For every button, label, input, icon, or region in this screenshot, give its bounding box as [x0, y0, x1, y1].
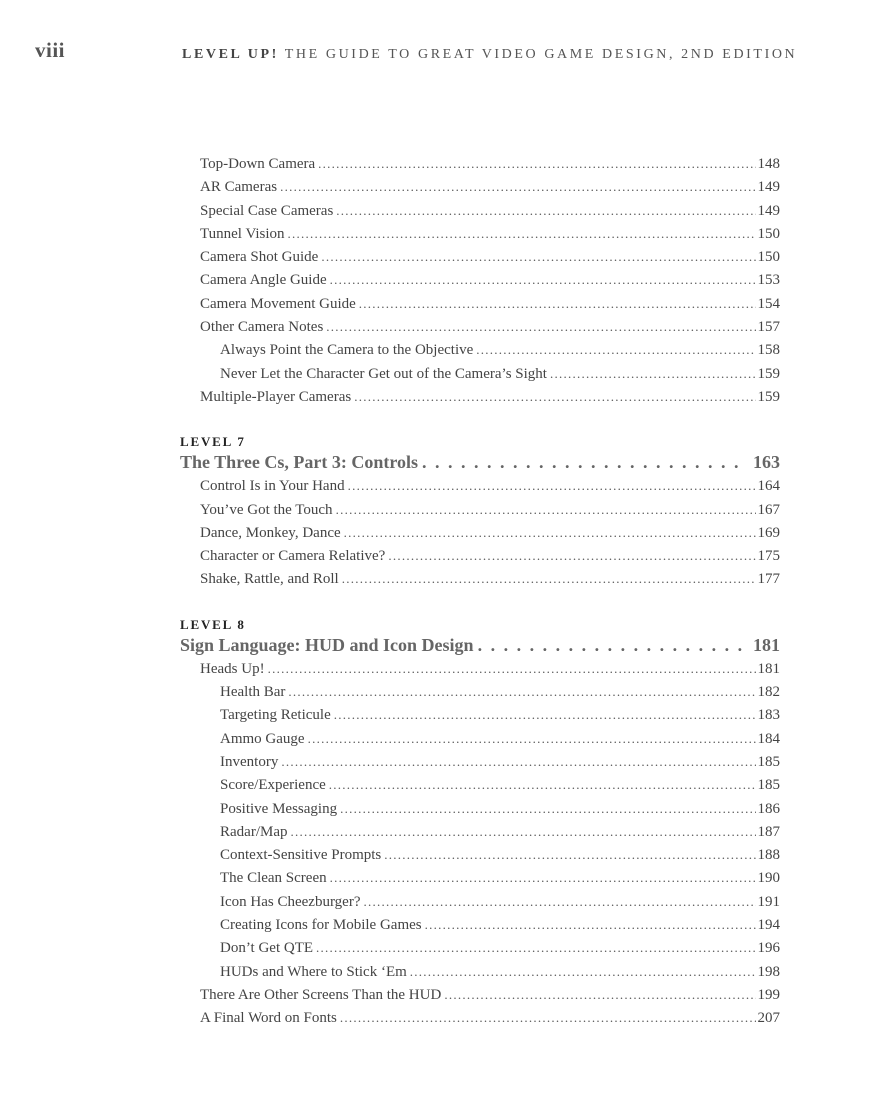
dot-leader — [288, 684, 755, 700]
toc-entry-page: 183 — [757, 707, 780, 724]
toc-entry-title: Positive Messaging — [220, 800, 338, 817]
dot-leader — [422, 452, 743, 473]
toc-entry-title: Don’t Get QTE — [220, 940, 314, 957]
toc-entry[interactable] — [180, 684, 780, 707]
toc-entry-title: There Are Other Screens Than the HUD — [200, 986, 442, 1003]
dot-leader — [340, 1010, 756, 1026]
toc-entry-page: 150 — [757, 225, 780, 242]
toc-entry-page: 149 — [757, 202, 780, 219]
toc-entry[interactable] — [180, 249, 780, 272]
level-section — [180, 432, 780, 594]
toc-entry-title: You’ve Got the Touch — [200, 501, 333, 518]
toc-entry[interactable] — [180, 1010, 780, 1033]
toc-entry[interactable] — [180, 203, 780, 226]
toc-entry-title: Inventory — [220, 753, 279, 770]
dot-leader — [344, 525, 756, 541]
toc-entry-page: 167 — [757, 501, 780, 518]
dot-leader — [550, 366, 756, 382]
toc-entry[interactable] — [180, 964, 780, 987]
toc-entry[interactable] — [180, 319, 780, 342]
toc-entry[interactable] — [180, 548, 780, 571]
toc-entry-page: 186 — [757, 800, 780, 817]
toc-entry-title: Targeting Reticule — [220, 707, 331, 724]
toc-entry-page: 154 — [757, 295, 780, 312]
chapter-title: The Three Cs, Part 3: Controls — [180, 452, 418, 473]
toc-entry[interactable] — [180, 824, 780, 847]
toc-entry-page: 153 — [757, 272, 780, 289]
running-head — [182, 47, 797, 63]
toc-entry-title: Camera Movement Guide — [200, 295, 356, 312]
dot-leader — [268, 661, 756, 677]
dot-leader — [281, 754, 755, 770]
dot-leader — [478, 635, 743, 656]
dot-leader — [318, 156, 755, 172]
dot-leader — [329, 777, 756, 793]
level-label: LEVEL 8 — [180, 616, 246, 632]
dot-leader — [330, 870, 756, 886]
toc-entry-page: 194 — [757, 917, 780, 934]
toc-entry[interactable] — [180, 731, 780, 754]
toc-continued-entries — [180, 156, 780, 412]
dot-leader — [342, 571, 756, 587]
running-head-subtitle: THE GUIDE TO GREAT VIDEO GAME DESIGN, 2ND EDITION — [278, 47, 798, 62]
toc-entry-page: 159 — [757, 365, 780, 382]
dot-leader — [326, 319, 755, 335]
dot-leader — [359, 296, 756, 312]
toc-entry-page: 191 — [757, 893, 780, 910]
toc-entry-title: Always Point the Camera to the Objective — [220, 342, 474, 359]
toc-entry[interactable] — [180, 917, 780, 940]
toc-entry-page: 181 — [757, 660, 780, 677]
toc-levels — [180, 432, 780, 1033]
toc-entry-page: 190 — [757, 870, 780, 887]
level-label: LEVEL 7 — [180, 434, 246, 450]
dot-leader — [321, 249, 755, 265]
toc-entry-title: The Clean Screen — [220, 870, 327, 887]
dot-leader — [354, 389, 755, 405]
dot-leader — [288, 226, 756, 242]
toc-entry-page: 157 — [757, 319, 780, 336]
toc-entry[interactable] — [180, 777, 780, 800]
toc-entry-title: A Final Word on Fonts — [200, 1010, 337, 1027]
toc-entry[interactable] — [180, 296, 780, 319]
toc-entry-title: Special Case Cameras — [200, 202, 334, 219]
dot-leader — [316, 940, 755, 956]
toc-entry[interactable] — [180, 179, 780, 202]
toc-entry[interactable] — [180, 870, 780, 893]
toc-entry-title: Other Camera Notes — [200, 319, 324, 336]
toc-entry-page: 158 — [757, 342, 780, 359]
dot-leader — [410, 964, 756, 980]
toc-entry[interactable] — [180, 754, 780, 777]
toc-entry-title: Creating Icons for Mobile Games — [220, 917, 422, 934]
toc-entry[interactable] — [180, 894, 780, 917]
toc-entry[interactable] — [180, 940, 780, 963]
dot-leader — [476, 342, 755, 358]
toc-entry-title: Dance, Monkey, Dance — [200, 524, 341, 541]
toc-entry-page: 177 — [757, 571, 780, 588]
level-section — [180, 615, 780, 1034]
table-of-contents — [180, 156, 780, 1034]
toc-entry-title: Tunnel Vision — [200, 225, 285, 242]
dot-leader — [340, 801, 755, 817]
dot-leader — [425, 917, 756, 933]
dot-leader — [280, 179, 755, 195]
toc-entry-page: 198 — [757, 963, 780, 980]
running-head-book-title: LEVEL UP! — [182, 47, 279, 62]
chapter-page: 163 — [753, 452, 780, 473]
toc-entry-page: 199 — [757, 986, 780, 1003]
toc-entry-title: Control Is in Your Hand — [200, 478, 345, 495]
chapter-heading[interactable] — [180, 635, 780, 661]
toc-entry-page: 169 — [757, 524, 780, 541]
toc-entry-title: Character or Camera Relative? — [200, 548, 386, 565]
toc-entry[interactable] — [180, 156, 780, 179]
toc-entry-page: 150 — [757, 249, 780, 266]
dot-leader — [336, 203, 755, 219]
toc-entry-page: 149 — [757, 179, 780, 196]
toc-entry[interactable] — [180, 525, 780, 548]
toc-entry[interactable] — [180, 847, 780, 870]
toc-entry-title: Top-Down Camera — [200, 156, 316, 172]
toc-entry-title: Camera Angle Guide — [200, 272, 327, 289]
dot-leader — [384, 847, 755, 863]
dot-leader — [334, 707, 756, 723]
toc-entry[interactable] — [180, 707, 780, 730]
dot-leader — [308, 731, 756, 747]
toc-entry-title: Never Let the Character Get out of the Camera’s Sight — [220, 365, 547, 382]
page-number: viii — [35, 38, 66, 62]
toc-entry-title: Health Bar — [220, 684, 286, 701]
toc-entry-page: 182 — [757, 684, 780, 701]
toc-entry[interactable] — [180, 272, 780, 295]
toc-entry[interactable] — [180, 342, 780, 365]
toc-entry-title: AR Cameras — [200, 179, 278, 196]
toc-entry-title: Shake, Rattle, and Roll — [200, 571, 339, 588]
toc-entry-title: Radar/Map — [220, 823, 288, 840]
toc-entry[interactable] — [180, 987, 780, 1010]
toc-entry-page: 185 — [757, 753, 780, 770]
dot-leader — [348, 478, 756, 494]
chapter-heading[interactable] — [180, 452, 780, 478]
toc-entry[interactable] — [180, 661, 780, 684]
toc-entry-title: Heads Up! — [200, 660, 265, 677]
dot-leader — [290, 824, 755, 840]
toc-entry-title: Multiple-Player Cameras — [200, 388, 352, 405]
toc-entry-page: 184 — [757, 730, 780, 747]
chapter-title: Sign Language: HUD and Icon Design — [180, 634, 474, 655]
chapter-page: 181 — [753, 634, 780, 655]
toc-entry[interactable] — [180, 502, 780, 525]
toc-entry-title: Camera Shot Guide — [200, 249, 319, 266]
toc-entry-page: 188 — [757, 847, 780, 864]
toc-entry-title: HUDs and Where to Stick ‘Em — [220, 963, 407, 980]
toc-entry-page: 164 — [757, 478, 780, 495]
toc-entry-page: 196 — [757, 940, 780, 957]
dot-leader — [444, 987, 755, 1003]
toc-entry-page: 148 — [757, 156, 780, 172]
dot-leader — [336, 502, 756, 518]
toc-entry[interactable] — [180, 478, 780, 501]
dot-leader — [364, 894, 756, 910]
toc-entry[interactable] — [180, 366, 780, 389]
dot-leader — [388, 548, 755, 564]
toc-entry-page: 187 — [757, 823, 780, 840]
toc-entry[interactable] — [180, 801, 780, 824]
toc-entry[interactable] — [180, 389, 780, 412]
toc-entry-page: 175 — [757, 548, 780, 565]
toc-entry-title: Score/Experience — [220, 777, 326, 794]
toc-entry-title: Context-Sensitive Prompts — [220, 847, 382, 864]
toc-entry[interactable] — [180, 226, 780, 249]
toc-entry-page: 207 — [757, 1010, 780, 1027]
toc-entry-page: 159 — [757, 388, 780, 405]
toc-entry[interactable] — [180, 571, 780, 594]
toc-entry-title: Icon Has Cheezburger? — [220, 893, 361, 910]
toc-entry-page: 185 — [757, 777, 780, 794]
dot-leader — [330, 272, 756, 288]
toc-entry-title: Ammo Gauge — [220, 730, 305, 747]
